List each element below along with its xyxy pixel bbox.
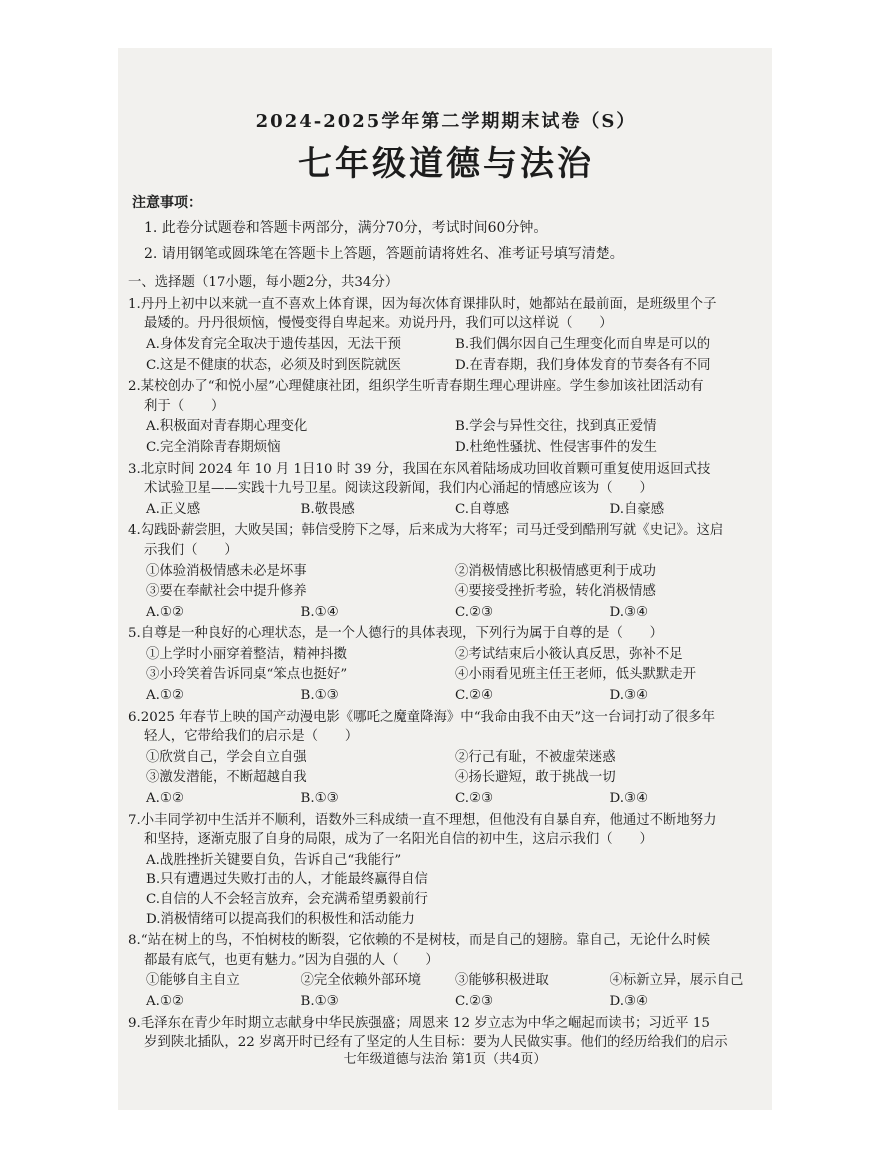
question-stem: 5.自尊是一种良好的心理状态，是一个人德行的具体表现，下列行为属于自尊的是（ ） — [128, 626, 664, 642]
question-stem: 7.小丰同学初中生活并不顺利，语数外三科成绩一直不理想，但他没有自暴自弃，他通过不断地努力 — [128, 812, 717, 828]
question-stem: 4.勾践卧薪尝胆，大败吴国；韩信受胯下之辱，后来成为大将军；司马迁受到酷刑写就《史记》。这启 — [128, 523, 724, 539]
options-column — [128, 851, 764, 929]
option-c: C.完全消除青春期烦恼 — [146, 439, 281, 455]
statement: ②行己有耻，不被虚荣迷惑 — [455, 749, 616, 765]
option-d: D.在青春期，我们身体发育的节奏各有不同 — [455, 357, 711, 373]
question-stem: 6.2025 年春节上映的国产动漫电影《哪吒之魔童降海》中“我命由我不由天”这一台词打动了很多年 — [128, 709, 716, 725]
option-b: B.我们偶尔因自己生理变化而自卑是可以的 — [455, 336, 711, 352]
option-a: A.战胜挫折关键要自负，告诉自己“我能行” — [146, 852, 402, 868]
exam-title: 2024-2025学年第二学期期末试卷（S） — [255, 111, 637, 132]
options-row — [128, 417, 764, 437]
option-c: C.这是不健康的状态，必须及时到医院就医 — [146, 357, 402, 373]
option-d: D.杜绝性骚扰、性侵害事件的发生 — [455, 439, 657, 455]
option-d: D.③④ — [609, 688, 649, 704]
notice-item: 2. 请用钢笔或圆珠笔在答题卡上答题，答题前请将姓名、准考证号填写清楚。 — [144, 246, 624, 263]
statement: ①能够自主自立 — [146, 973, 240, 989]
statements-row — [128, 665, 764, 685]
statement: ②消极情感比积极情感更利于成功 — [455, 563, 656, 579]
option-d: D.③④ — [609, 993, 649, 1009]
option-a: A.①② — [146, 993, 184, 1009]
option-b: B.学会与异性交往，找到真正爱情 — [455, 419, 657, 435]
statements-row — [128, 748, 764, 768]
option-d: D.③④ — [609, 604, 649, 620]
statement: ①体验消极情感未必是坏事 — [146, 563, 307, 579]
options-row — [128, 992, 764, 1012]
question-stem-continued: 术试验卫星——实践十九号卫星。阅读这段新闻，我们内心涌起的情感应该为（ ） — [144, 481, 653, 497]
option-d: D.③④ — [609, 791, 649, 807]
statement: ①欣赏自己，学会自立自强 — [146, 749, 307, 765]
statement: ③小玲笑着告诉同桌“笨点也挺好” — [146, 667, 348, 683]
option-c: C.②③ — [455, 993, 494, 1009]
options-row — [128, 500, 764, 520]
question-stem-continued: 最矮的。丹丹很烦恼，慢慢变得自卑起来。劝说丹丹，我们可以这样说（ ） — [144, 316, 613, 332]
option-d: D.消极情绪可以提高我们的积极性和活动能力 — [146, 911, 415, 927]
question-stem-continued: 轻人，它带给我们的启示是（ ） — [144, 729, 359, 745]
question-stem-continued: 利于（ ） — [144, 398, 225, 414]
question-stem: 8.“站在树上的鸟，不怕树枝的断裂，它依赖的不是树枝，而是自己的翅膀。靠自己，无论什么时候 — [128, 933, 711, 949]
question-2 — [128, 377, 764, 416]
question-stem-continued: 和坚持，逐渐克服了自身的局限，成为了一名阳光自信的初中生，这启示我们（ ） — [144, 832, 653, 848]
statement: ④扬长避短，敢于挑战一切 — [455, 770, 616, 786]
section-heading: 一、选择题（17小题，每小题2分，共34分） — [128, 275, 399, 291]
statement: ③能够积极进取 — [455, 973, 549, 989]
options-row — [128, 356, 764, 376]
option-b: B.①③ — [300, 993, 339, 1009]
statements-row — [128, 562, 764, 582]
question-6 — [128, 708, 764, 747]
question-stem-continued: 岁到陕北插队，22 岁离开时已经有了坚定的人生目标：要为人民做实事。他们的经历给我们的启示 — [144, 1035, 728, 1051]
statements-row — [128, 768, 764, 788]
question-3 — [128, 460, 764, 499]
option-b: B.①③ — [300, 688, 339, 704]
statements-row — [128, 645, 764, 665]
option-a: A.正义感 — [146, 501, 201, 517]
statement: ④小雨看见班主任王老师，低头默默走开 — [455, 667, 697, 683]
option-c: C.②③ — [455, 791, 494, 807]
question-1 — [128, 295, 764, 334]
option-d: D.自豪感 — [609, 501, 665, 517]
option-b: B.只有遭遇过失败打击的人，才能最终赢得自信 — [146, 872, 428, 888]
option-b: B.①④ — [300, 604, 339, 620]
exam-page — [128, 112, 764, 1053]
question-9 — [128, 1014, 764, 1053]
subject-title: 七年级道德与法治 — [298, 143, 594, 184]
options-row — [128, 789, 764, 809]
statements-row — [128, 971, 764, 991]
option-a: A.身体发育完全取决于遗传基因，无法干预 — [146, 336, 401, 352]
question-stem: 2.某校创办了“和悦小屋”心理健康社团，组织学生听青春期生理心理讲座。学生参加该社团活动有 — [128, 379, 704, 395]
question-5 — [128, 624, 764, 644]
question-4 — [128, 521, 764, 560]
question-stem: 9.毛泽东在青少年时期立志献身中华民族强盛；周恩来 12 岁立志为中华之崛起而读书；习近平 15 — [128, 1015, 710, 1031]
statement: ①上学时小丽穿着整洁，精神抖擞 — [146, 646, 347, 662]
statement: ④要接受挫折考验，转化消极情感 — [455, 584, 656, 600]
option-a: A.①② — [146, 604, 184, 620]
option-c: C.自信的人不会轻言放弃，会充满希望勇毅前行 — [146, 892, 428, 907]
option-c: C.自尊感 — [455, 501, 510, 517]
option-c: C.②③ — [455, 604, 494, 620]
option-b: B.敬畏感 — [300, 501, 355, 517]
question-stem-continued: 都最有底气，也更有魅力。”因为自强的人（ ） — [144, 952, 439, 968]
notice-item: 1. 此卷分试题卷和答题卡两部分，满分70分，考试时间60分钟。 — [144, 220, 548, 237]
option-c: C.②④ — [455, 688, 494, 704]
option-a: A.①② — [146, 688, 184, 704]
statement: ②完全依赖外部环境 — [300, 973, 422, 989]
option-a: A.①② — [146, 791, 184, 807]
statement: ②考试结束后小筱认真反思，弥补不足 — [455, 646, 683, 662]
notice-heading: 注意事项： — [132, 194, 202, 211]
options-row — [128, 438, 764, 458]
statement: ③要在奉献社会中提升修养 — [146, 584, 307, 600]
statement: ④标新立异，展示自己 — [609, 973, 744, 989]
option-b: B.①③ — [300, 791, 339, 807]
question-7 — [128, 811, 764, 850]
options-row — [128, 686, 764, 706]
options-row — [128, 335, 764, 355]
statements-row — [128, 582, 764, 602]
question-stem-continued: 示我们（ ） — [144, 542, 238, 558]
question-8 — [128, 931, 764, 970]
options-row — [128, 603, 764, 623]
option-a: A.积极面对青春期心理变化 — [146, 419, 308, 435]
statement: ③激发潜能，不断超越自我 — [146, 770, 307, 786]
question-stem: 3.北京时间 2024 年 10 月 1日10 时 39 分，我国在东风着陆场成功回收首颗可重复使用返回式技 — [128, 461, 711, 477]
page-footer: 七年级道德与法治 第1页（共4页） — [343, 1052, 547, 1067]
question-stem: 1.丹丹上初中以来就一直不喜欢上体育课，因为每次体育课排队时，她都站在最前面，是班级里个子 — [128, 296, 717, 312]
